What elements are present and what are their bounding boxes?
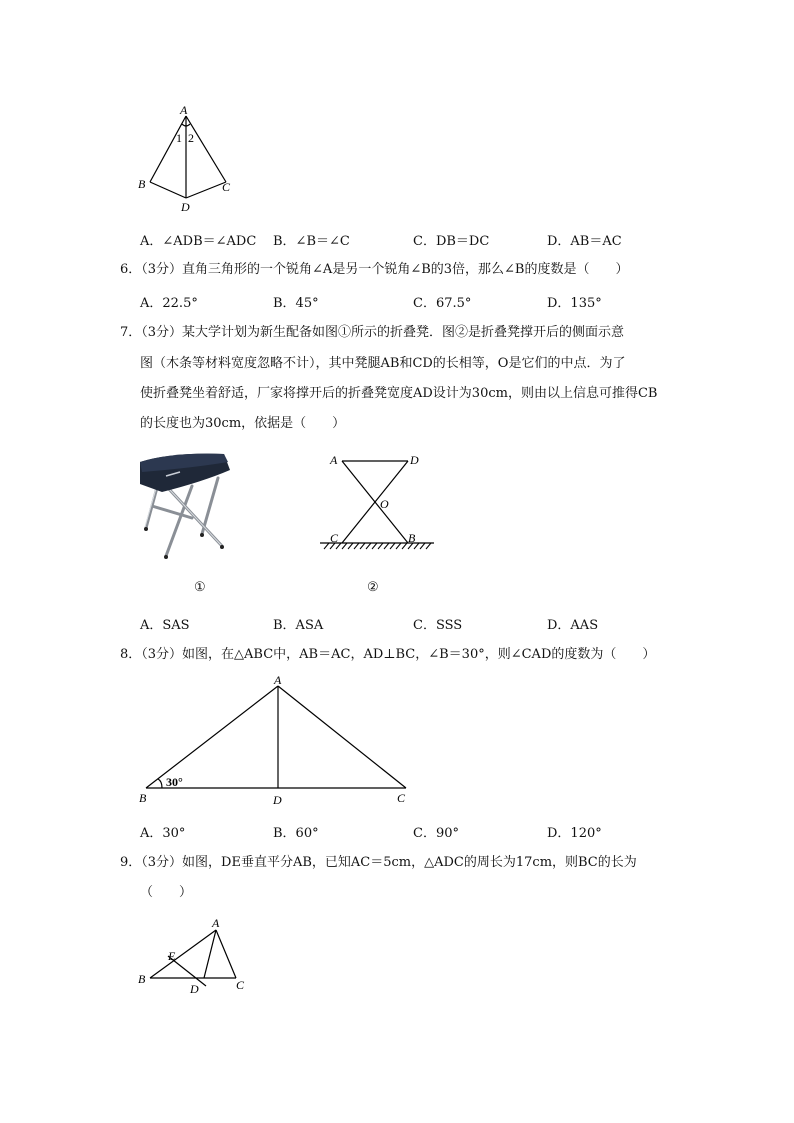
q9-figure bbox=[132, 912, 262, 1002]
fig5-label-1: 1 bbox=[176, 131, 182, 145]
q8-option-d[interactable]: D．120° bbox=[547, 826, 602, 841]
q6-option-c[interactable]: C．67.5° bbox=[413, 296, 472, 311]
fig7-label-O: O bbox=[380, 497, 389, 511]
q7-stem-line1: 7．（3分）某大学计划为新生配备如图①所示的折叠凳．图②是折叠凳撑开后的侧面示意 bbox=[120, 325, 625, 340]
fig7-label-C: C bbox=[330, 531, 339, 545]
fig7-label-A: A bbox=[330, 453, 338, 467]
q8-option-a[interactable]: A．30° bbox=[140, 826, 186, 841]
q7-option-a[interactable]: A．SAS bbox=[140, 618, 190, 633]
q8-stem: 8．（3分）如图，在△ABC中，AB＝AC，AD⊥BC，∠B＝30°，则∠CAD的度数为（ ） bbox=[120, 647, 656, 662]
q7-stem-line4: 的长度也为30cm，依据是（ ） bbox=[140, 416, 346, 431]
fig5-label-D: D bbox=[181, 200, 190, 214]
q9-stem-line1: 9．（3分）如图，DE垂直平分AB，已知AC＝5cm，△ADC的周长为17cm，则BC的长为 bbox=[120, 855, 637, 870]
fig9-label-E: E bbox=[168, 949, 176, 963]
fig8-label-30deg: 30° bbox=[166, 775, 183, 789]
fig5-label-2: 2 bbox=[188, 131, 194, 145]
q5-option-b[interactable]: B．∠B＝∠C bbox=[273, 234, 350, 249]
q7-option-d[interactable]: D．AAS bbox=[547, 618, 599, 633]
folding-stool-image bbox=[132, 448, 240, 563]
q8-option-b[interactable]: B．60° bbox=[273, 826, 319, 841]
fig8-label-B: B bbox=[139, 791, 147, 805]
fig7-label-D: D bbox=[410, 453, 419, 467]
q7-option-c[interactable]: C．SSS bbox=[413, 618, 463, 633]
q6-option-a[interactable]: A．22.5° bbox=[140, 296, 198, 311]
q6-option-b[interactable]: B．45° bbox=[273, 296, 319, 311]
q5-option-d[interactable]: D．AB＝AC bbox=[547, 234, 622, 249]
q8-option-c[interactable]: C．90° bbox=[413, 826, 459, 841]
q6-stem: 6．（3分）直角三角形的一个锐角∠A是另一个锐角∠B的3倍，那么∠B的度数是（ ） bbox=[120, 262, 629, 277]
q9-stem-line2: （ ） bbox=[140, 885, 193, 900]
fig5-label-B: B bbox=[138, 177, 146, 191]
q7-figure-2 bbox=[310, 446, 450, 558]
fig8-label-A: A bbox=[274, 673, 282, 687]
q6-option-d[interactable]: D．135° bbox=[547, 296, 602, 311]
fig9-label-A: A bbox=[212, 916, 220, 930]
q8-figure bbox=[132, 670, 422, 810]
figure-2-caption: ② bbox=[367, 580, 379, 595]
q5-figure bbox=[130, 100, 240, 215]
fig9-label-D: D bbox=[190, 982, 199, 996]
figure-1-caption: ① bbox=[194, 580, 206, 595]
fig7-label-B: B bbox=[408, 531, 416, 545]
q7-option-b[interactable]: B．ASA bbox=[273, 618, 324, 633]
fig5-label-A: A bbox=[180, 103, 188, 117]
q5-option-a[interactable]: A．∠ADB＝∠ADC bbox=[140, 234, 257, 249]
fig9-label-B: B bbox=[138, 972, 146, 986]
fig9-label-C: C bbox=[236, 978, 245, 992]
q7-stem-line3: 使折叠凳坐着舒适，厂家将撑开后的折叠凳宽度AD设计为30cm，则由以上信息可推得CB bbox=[140, 386, 658, 401]
q5-option-c[interactable]: C．DB＝DC bbox=[413, 234, 490, 249]
fig8-label-C: C bbox=[397, 791, 406, 805]
fig5-label-C: C bbox=[222, 180, 231, 194]
fig8-label-D: D bbox=[273, 793, 282, 807]
q7-stem-line2: 图（木条等材料宽度忽略不计），其中凳腿AB和CD的长相等，O是它们的中点．为了 bbox=[140, 356, 626, 371]
